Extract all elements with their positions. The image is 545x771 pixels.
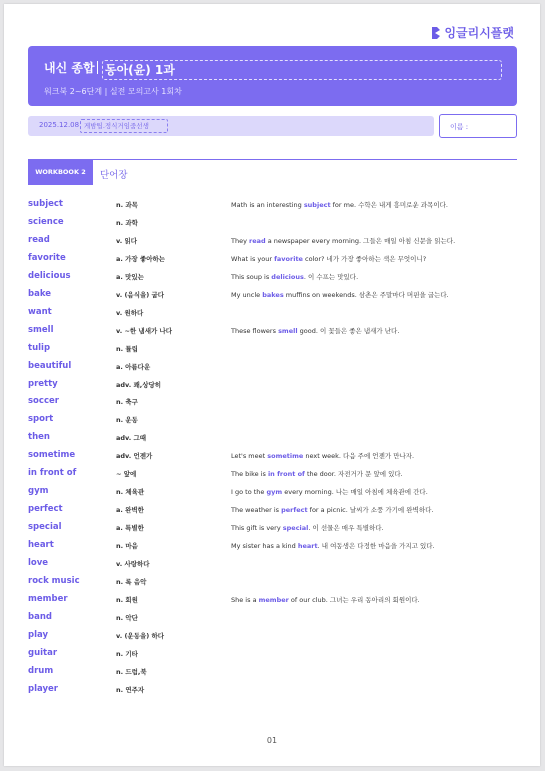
vocab-example: [231, 451, 414, 460]
vocab-word: subject: [28, 199, 63, 209]
example-highlight: gym: [266, 488, 283, 497]
example-text: Let's meet: [231, 452, 268, 461]
vocab-row: [28, 235, 517, 253]
vocab-example: [231, 595, 420, 604]
vocab-row: [28, 450, 517, 468]
vocab-row: [28, 396, 517, 414]
example-text: Math is an interesting: [231, 201, 304, 209]
vocab-meaning: n. 드럼,북: [116, 667, 147, 676]
name-field[interactable]: [439, 114, 517, 138]
section-divider: [28, 159, 517, 160]
vocab-example: [231, 200, 448, 209]
example-highlight: delicious: [271, 272, 304, 281]
logo-mark-icon: [431, 26, 441, 40]
date-label: 2025.12.08: [39, 121, 80, 129]
vocab-word: tulip: [28, 342, 51, 353]
vocab-word: delicious: [28, 270, 71, 281]
vocab-meaning: n. 기타: [116, 649, 138, 658]
vocab-word: beautiful: [28, 360, 72, 371]
example-text: My uncle: [231, 290, 263, 299]
vocab-word: drum: [28, 665, 54, 676]
logo-text: 잉글리시플랫: [444, 26, 514, 40]
example-text: the door. 자전거가 문 앞에 있다.: [304, 470, 403, 479]
vocab-word: rock music: [28, 575, 80, 586]
vocab-word: want: [28, 306, 52, 317]
header-banner: [28, 46, 517, 106]
vocab-example: [231, 469, 403, 478]
vocab-meaning: v. (음식을) 굽다: [116, 290, 165, 299]
header-subtitle: 워크북 2~6단계 | 실전 모의고사 1회차: [44, 87, 182, 96]
vocab-row: [28, 325, 517, 343]
vocab-meaning: a. 특별한: [116, 524, 144, 533]
vocab-word: read: [28, 234, 50, 245]
vocab-meaning: n. 튤립: [116, 344, 138, 353]
vocab-word: bake: [28, 288, 52, 299]
vocab-row: [28, 217, 517, 235]
vocab-example: [231, 272, 358, 281]
example-text: What is your: [231, 254, 275, 263]
vocab-word: sport: [28, 414, 54, 425]
vocab-row: [28, 522, 517, 540]
page-number: 01: [266, 736, 278, 745]
vocab-meaning: v. (운동을) 하다: [116, 631, 165, 640]
vocab-example: [231, 505, 433, 514]
vocab-word: perfect: [28, 504, 63, 515]
vocab-example: [231, 236, 455, 245]
vocab-row: [28, 414, 517, 432]
example-text: for a picnic. 날씨가 소풍 가기에 완벽하다.: [307, 506, 434, 515]
vocab-example: [231, 254, 426, 263]
example-highlight: favorite: [274, 254, 303, 263]
vocab-meaning: v. 원하다: [116, 308, 144, 317]
brand-logo: [431, 24, 514, 41]
example-text: a newspaper every morning. 그들은 매일 아침 신문을 읽는다.: [265, 236, 456, 245]
vocab-row: [28, 576, 517, 594]
vocab-meaning: v. 읽다: [116, 236, 137, 245]
example-text: These flowers: [231, 326, 279, 335]
vocab-word: heart: [28, 540, 54, 551]
vocab-meaning: v. ~한 냄새가 나다: [116, 326, 173, 335]
vocab-row: [28, 468, 517, 486]
example-text: color? 네가 가장 좋아하는 색은 무엇이니?: [302, 254, 427, 263]
vocab-row: [28, 361, 517, 379]
vocab-word: pretty: [28, 378, 58, 389]
vocab-meaning: n. 연주자: [116, 685, 145, 694]
vocab-row: [28, 540, 517, 558]
example-text: . 이 선물은 매우 특별하다.: [308, 524, 384, 533]
vocab-meaning: n. 축구: [116, 398, 138, 407]
vocab-row: [28, 253, 517, 271]
example-text: This soup is: [231, 272, 272, 281]
example-text: of our club. 그녀는 우리 동아리의 회원이다.: [288, 595, 420, 604]
vocab-row: [28, 504, 517, 522]
vocab-row: [28, 594, 517, 612]
vocab-row: [28, 630, 517, 648]
example-text: This gift is very: [231, 524, 283, 533]
vocab-row: [28, 486, 517, 504]
vocab-word: guitar: [28, 647, 58, 658]
example-text: . 내 여동생은 다정한 마음을 가지고 있다.: [317, 542, 435, 551]
workbook-badge: WORKBOOK 2: [28, 160, 93, 185]
example-text: for me. 수학은 내게 흥미로운 과목이다.: [330, 201, 448, 209]
example-text: every morning. 나는 매일 아침에 체육관에 간다.: [282, 488, 428, 497]
vocab-word: science: [28, 216, 64, 227]
vocab-word: special: [28, 522, 62, 533]
vocab-meaning: n. 체육관: [116, 488, 145, 497]
example-text: good. 이 꽃들은 좋은 냄새가 난다.: [297, 326, 400, 335]
example-text: She is a: [231, 595, 259, 604]
worksheet-page: [4, 4, 540, 766]
teacher-edit-field[interactable]: 게밤팁.정식거임줌선생: [80, 119, 168, 133]
meta-bar: [28, 116, 434, 136]
vocab-word: play: [28, 629, 49, 640]
vocab-word: in front of: [28, 468, 77, 479]
vocab-row: [28, 648, 517, 666]
vocab-word: favorite: [28, 252, 66, 263]
example-highlight: special: [282, 524, 309, 533]
example-text: . 이 수프는 맛있다.: [303, 272, 359, 281]
vocab-meaning: n. 과목: [116, 201, 138, 209]
vocab-row: [28, 558, 517, 576]
vocab-row: [28, 666, 517, 684]
vocab-meaning: n. 악단: [116, 613, 138, 622]
vocab-row: [28, 307, 517, 325]
vocab-word: gym: [28, 486, 49, 497]
vocab-meaning: a. 맛있는: [116, 272, 144, 281]
vocab-example: [231, 523, 384, 532]
vocab-row: [28, 271, 517, 289]
vocab-meaning: ~ 앞에: [116, 470, 137, 479]
vocab-meaning: adv. 꽤,상당히: [116, 380, 162, 389]
example-text: muffins on weekends. 삼촌은 주말마다 머핀을 굽는다.: [283, 290, 449, 299]
example-highlight: sometime: [267, 452, 304, 461]
vocab-row: [28, 432, 517, 450]
vocab-word: band: [28, 611, 52, 622]
vocab-row: [28, 684, 517, 702]
vocab-meaning: v. 사랑하다: [116, 560, 150, 568]
vocab-word: then: [28, 432, 50, 443]
vocab-meaning: adv. 언젠가: [116, 452, 153, 461]
vocab-meaning: adv. 그때: [116, 434, 147, 443]
vocab-row: [28, 612, 517, 630]
section-title: 단어장: [100, 170, 128, 181]
example-text: They: [231, 236, 250, 245]
vocab-meaning: a. 완벽한: [116, 506, 144, 515]
example-text: The bike is: [231, 470, 268, 479]
example-highlight: member: [258, 595, 289, 604]
vocab-example: [231, 290, 449, 299]
vocab-word: love: [28, 558, 49, 568]
vocab-word: soccer: [28, 396, 59, 407]
example-text: My sister has a kind: [231, 542, 298, 551]
title-prefix: 내신 종합: [44, 61, 95, 75]
vocab-word: sometime: [28, 450, 76, 461]
example-highlight: bakes: [262, 290, 284, 299]
example-highlight: smell: [278, 326, 298, 335]
vocab-row: [28, 289, 517, 307]
vocab-meaning: n. 과학: [116, 218, 138, 227]
vocab-example: [231, 541, 435, 550]
vocab-row: [28, 199, 517, 217]
vocab-meaning: n. 마음: [116, 542, 138, 551]
vocab-example: [231, 326, 399, 335]
example-text: I go to the: [231, 488, 267, 497]
text-cursor: [97, 61, 98, 74]
vocab-row: [28, 343, 517, 361]
vocab-word: member: [28, 593, 68, 604]
example-text: The weather is: [231, 506, 282, 515]
title-edit-field[interactable]: 동아(윤) 1과: [102, 60, 502, 80]
vocab-word: smell: [28, 324, 54, 335]
name-label: 이름 :: [450, 123, 469, 131]
vocab-example: [231, 487, 428, 496]
header-title: [44, 59, 100, 76]
vocab-meaning: a. 아름다운: [116, 362, 151, 371]
vocab-meaning: a. 가장 좋아하는: [116, 254, 166, 263]
example-text: next week. 다음 주에 언젠가 만나자.: [303, 452, 415, 461]
example-highlight: subject: [303, 201, 331, 209]
example-highlight: heart: [297, 542, 318, 551]
vocab-meaning: n. 록 음악: [116, 577, 147, 586]
vocab-meaning: n. 운동: [116, 416, 138, 425]
vocab-word: player: [28, 683, 58, 694]
example-highlight: in front of: [267, 470, 305, 479]
vocab-meaning: n. 회원: [116, 595, 138, 604]
vocab-row: [28, 379, 517, 397]
example-highlight: read: [249, 236, 266, 245]
example-highlight: perfect: [281, 506, 308, 515]
